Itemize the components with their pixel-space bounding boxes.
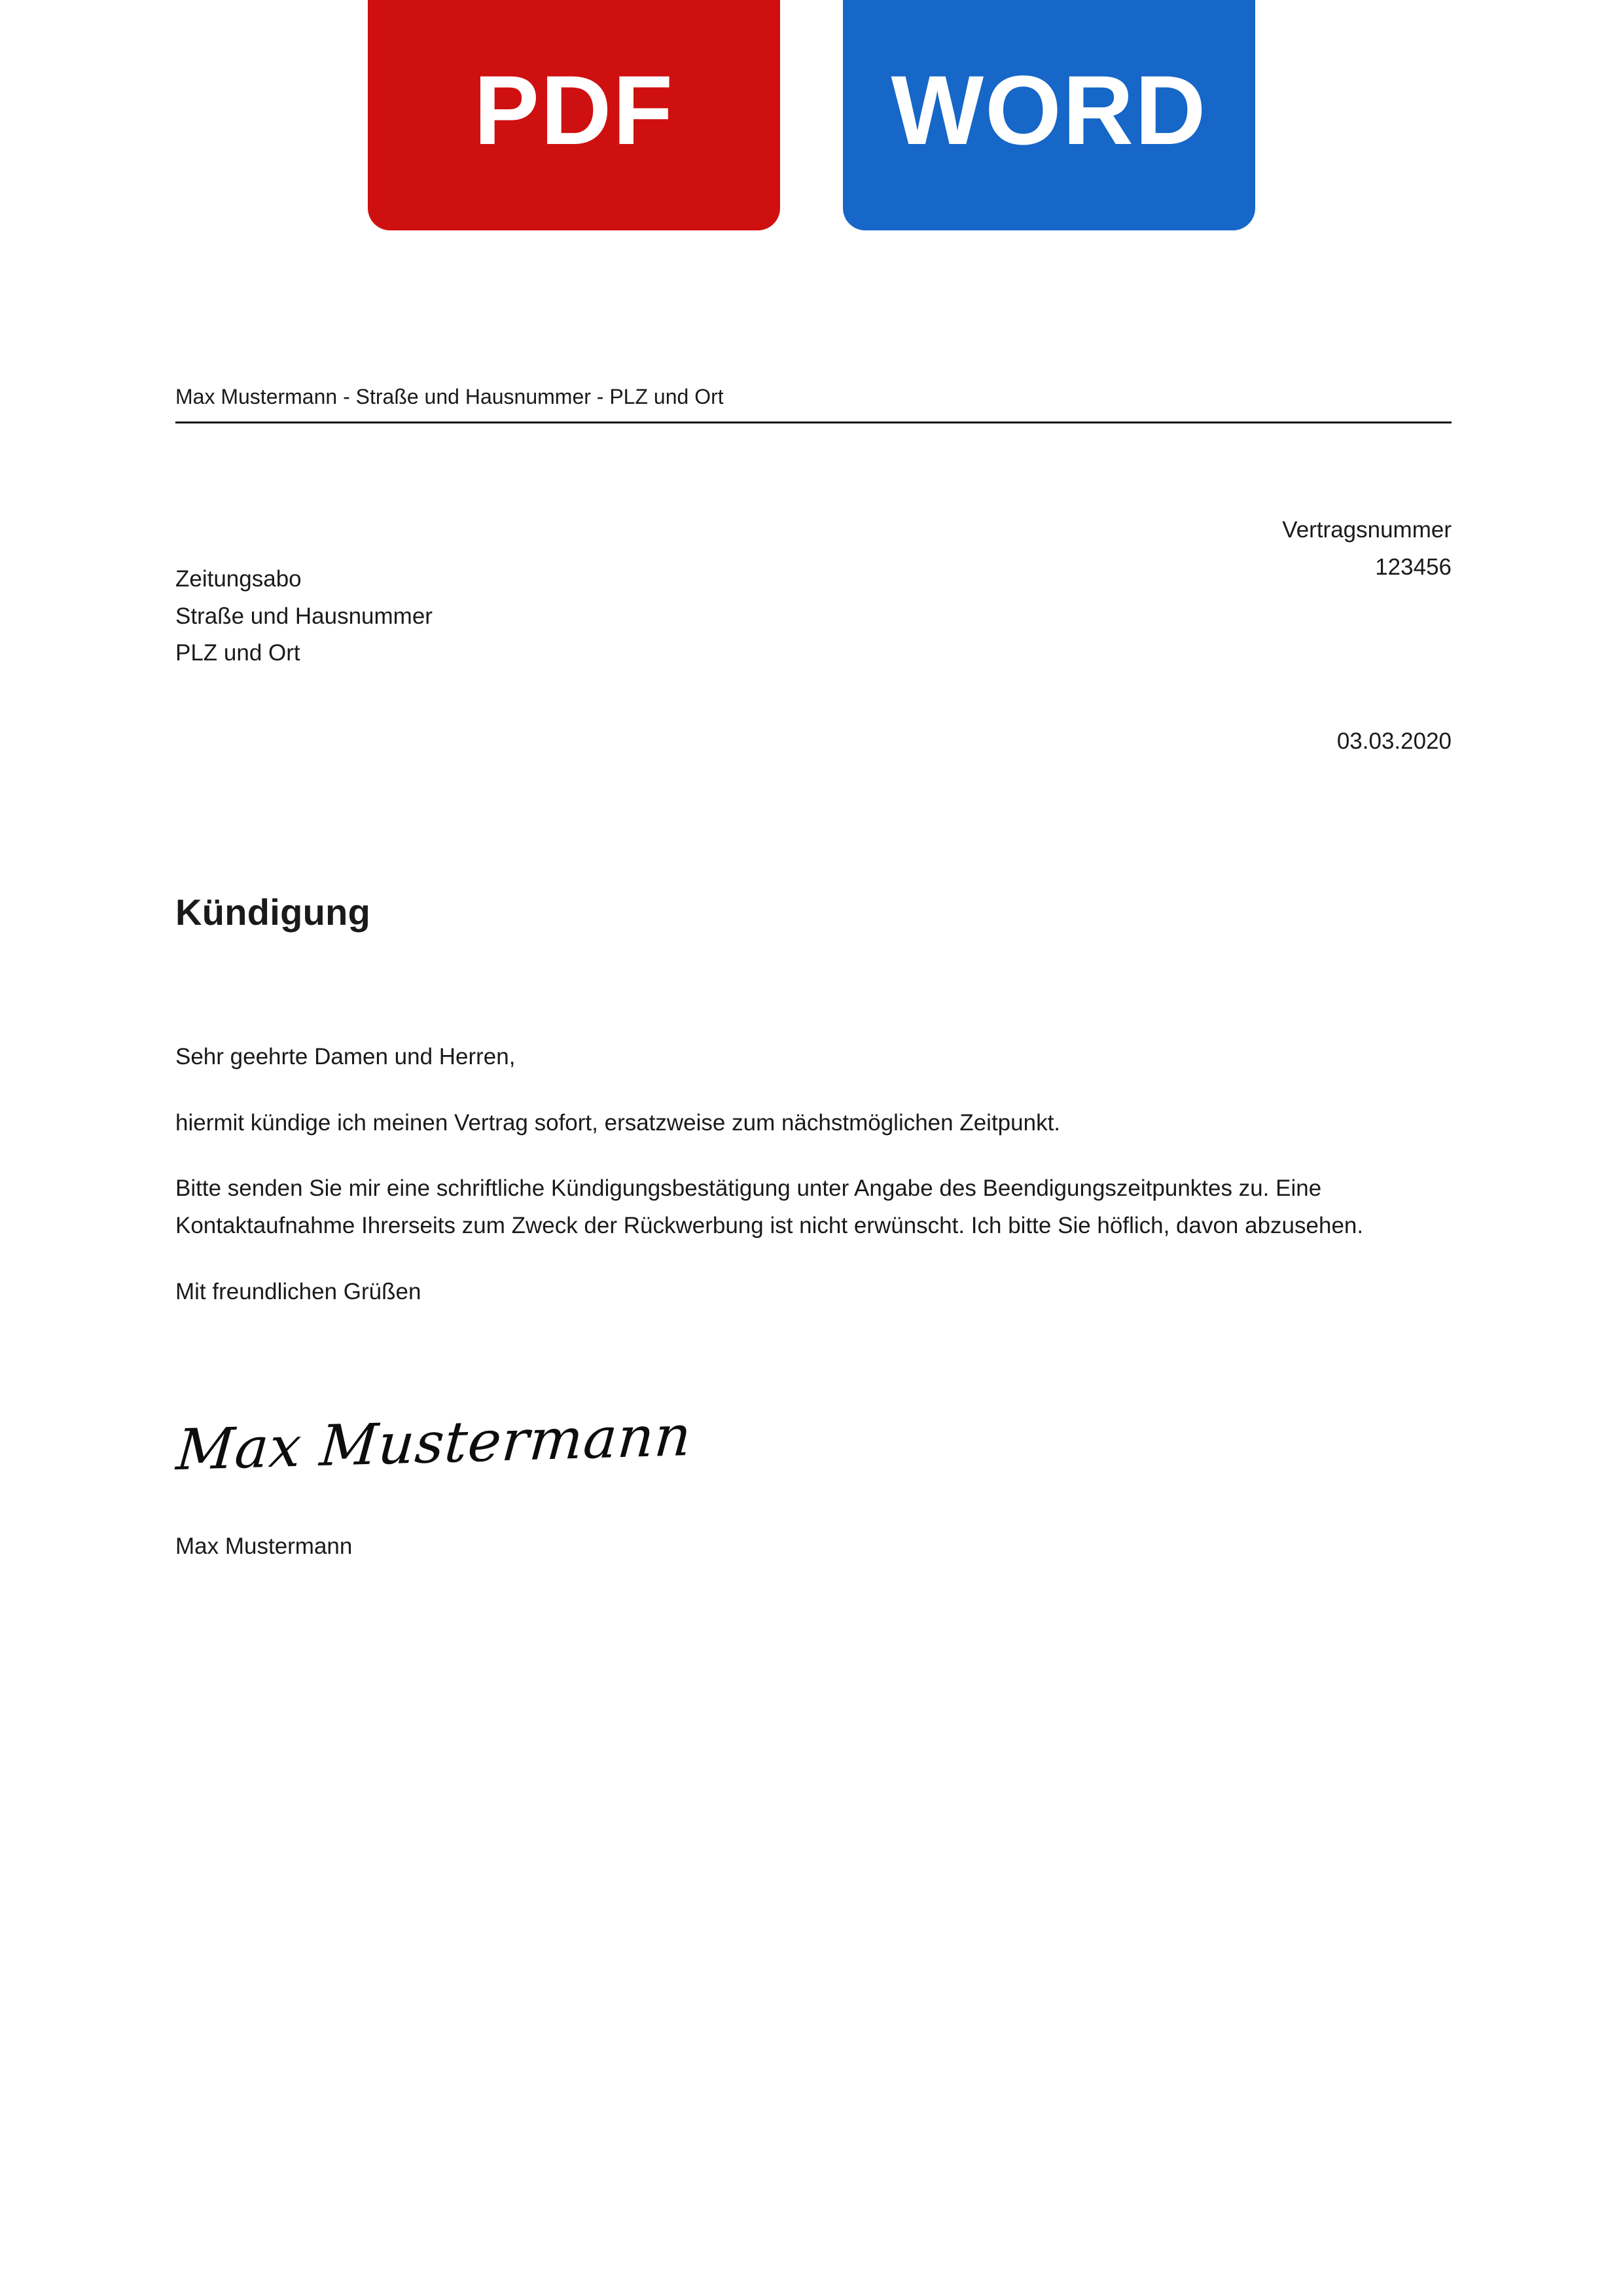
letter-date: 03.03.2020 [1336,728,1452,754]
letter-closing: Mit freundlichen Grüßen [175,1278,421,1304]
recipient-address-block [175,561,764,672]
contract-number-block [764,512,1452,586]
recipient-city: PLZ und Ort [175,640,300,666]
format-download-bar [0,0,1623,230]
pdf-download-button[interactable]: PDF [368,0,780,230]
signature-printed-name: Max Mustermann [175,1534,353,1559]
recipient-street: Straße und Hausnummer [175,603,433,629]
letter-subject-heading: Kündigung [175,891,371,933]
contract-number-value: 123456 [1375,554,1452,580]
letter-paragraph-1: hiermit kündige ich meinen Vertrag sofort, ersatzweise zum nächstmöglichen Zeitpunkt. [175,1109,1061,1136]
letter-salutation: Sehr geehrte Damen und Herren, [175,1044,516,1069]
handwritten-signature: Max Mustermann [174,1403,694,1484]
word-download-button[interactable]: WORD [843,0,1255,230]
letter-paragraph-2: Bitte senden Sie mir eine schriftliche Kündigungsbestätigung unter Angabe des Beendigungszeitpunktes zu. Eine Kontaktaufnahme Ihrerseits zum Zweck der Rückwerbung ist nicht erwünscht. Ich bitte Sie höflich, davon abzusehen. [175,1175,1364,1239]
recipient-name: Zeitungsabo [175,566,302,592]
letter-body [175,1039,1438,1339]
sender-address-line: Max Mustermann - Straße und Hausnummer - PLZ und Ort [175,381,1452,423]
contract-number-label: Vertragsnummer [1282,517,1452,543]
letter-sheet [0,230,1623,2296]
